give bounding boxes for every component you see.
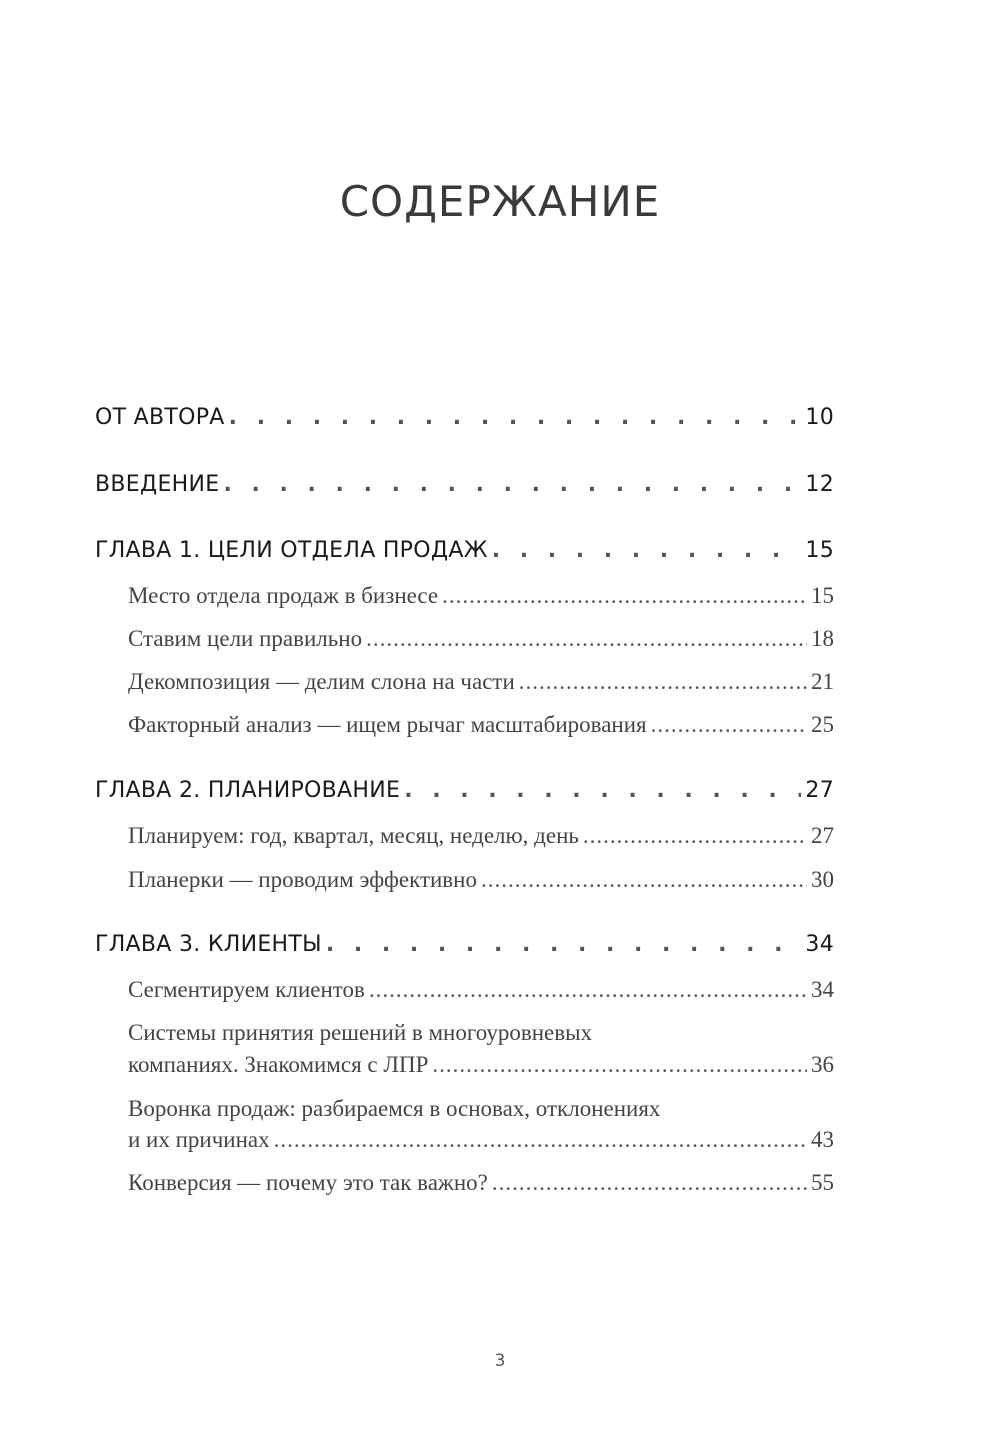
toc-section-2-1[interactable]	[128, 820, 834, 852]
toc-entry-page: 34	[811, 977, 834, 1002]
toc-entry-page: 10	[805, 405, 834, 430]
toc-entry-page: 15	[811, 583, 834, 608]
dot-leader	[223, 468, 801, 502]
toc-entry-label: Место отдела продаж в бизнесе	[128, 583, 439, 608]
toc-section-1-2[interactable]	[128, 623, 834, 655]
toc-entry-label: Сегментируем клиентов	[128, 977, 365, 1002]
toc-entry-label: ОТ АВТОРА	[95, 405, 225, 430]
page-title: СОДЕРЖАНИЕ	[339, 177, 661, 226]
dot-leader	[481, 864, 807, 896]
dot-leader	[229, 401, 802, 435]
page-number: 3	[494, 1351, 506, 1371]
toc-entry-page: 27	[805, 778, 834, 803]
toc-entry-label: Планируем: год, квартал, месяц, неделю, день	[128, 823, 579, 848]
toc-entry-page: 34	[805, 932, 834, 957]
toc-entry-page: 43	[811, 1127, 834, 1152]
toc-chapter-2[interactable]	[95, 774, 834, 808]
dot-leader	[442, 580, 807, 612]
dot-leader	[492, 534, 802, 568]
toc-entry-label: Факторный анализ — ищем рычаг масштабирования	[128, 712, 647, 737]
toc-entry-page: 21	[811, 669, 834, 694]
toc-entry-page: 36	[811, 1052, 834, 1077]
toc-entry-label: Конверсия — почему это так важно?	[128, 1170, 488, 1195]
toc-entry-label: ГЛАВА 1. ЦЕЛИ ОТДЕЛА ПРОДАЖ	[95, 538, 488, 563]
dot-leader	[369, 974, 807, 1006]
toc-entry-label: Планерки — проводим эффективно	[128, 867, 477, 892]
dot-leader	[404, 774, 801, 808]
toc-entry-page: 55	[811, 1170, 834, 1195]
toc-chapter-3[interactable]	[95, 928, 834, 962]
toc-section-1-1[interactable]	[128, 580, 834, 612]
toc-section-2-2[interactable]	[128, 864, 834, 896]
toc-section-3-2[interactable]	[128, 1049, 834, 1081]
toc-section-3-2-first-line[interactable]: Системы принятия решений в многоуровневых	[128, 1020, 593, 1045]
toc-section-1-4[interactable]	[128, 709, 834, 741]
toc-section-3-3[interactable]	[128, 1124, 834, 1156]
toc-section-3-1[interactable]	[128, 974, 834, 1006]
toc-entry-label: ВВЕДЕНИЕ	[95, 472, 220, 497]
toc-section-1-3[interactable]	[128, 666, 834, 698]
toc-entry-page: 30	[811, 867, 834, 892]
toc-entry-label: Ставим цели правильно	[128, 626, 363, 651]
toc-entry-label: ГЛАВА 2. ПЛАНИРОВАНИЕ	[95, 778, 401, 803]
toc-section-3-4[interactable]	[128, 1167, 834, 1199]
dot-leader	[519, 666, 807, 698]
dot-leader	[651, 709, 807, 741]
toc-entry-page: 12	[805, 472, 834, 497]
dot-leader	[583, 820, 807, 852]
toc-entry-label: компаниях. Знакомимся с ЛПР	[128, 1052, 429, 1077]
dot-leader	[366, 623, 807, 655]
toc-entry-page: 18	[811, 626, 834, 651]
toc-entry-label: Декомпозиция — делим слона на части	[128, 669, 515, 694]
dot-leader	[432, 1049, 807, 1081]
toc-entry-page: 25	[811, 712, 834, 737]
toc-entry-page: 15	[805, 538, 834, 563]
toc-chapter-1[interactable]	[95, 534, 834, 568]
toc-section-3-3-first-line[interactable]: Воронка продаж: разбираемся в основах, отклонениях	[128, 1096, 661, 1121]
dot-leader	[274, 1124, 807, 1156]
dot-leader	[326, 928, 802, 962]
toc-entry-page: 27	[811, 823, 834, 848]
dot-leader	[492, 1167, 807, 1199]
toc-entry-intro[interactable]	[95, 468, 834, 502]
toc-entry-author[interactable]	[95, 401, 834, 435]
toc-entry-label: ГЛАВА 3. КЛИЕНТЫ	[95, 932, 322, 957]
toc-entry-label: и их причинах	[128, 1127, 270, 1152]
